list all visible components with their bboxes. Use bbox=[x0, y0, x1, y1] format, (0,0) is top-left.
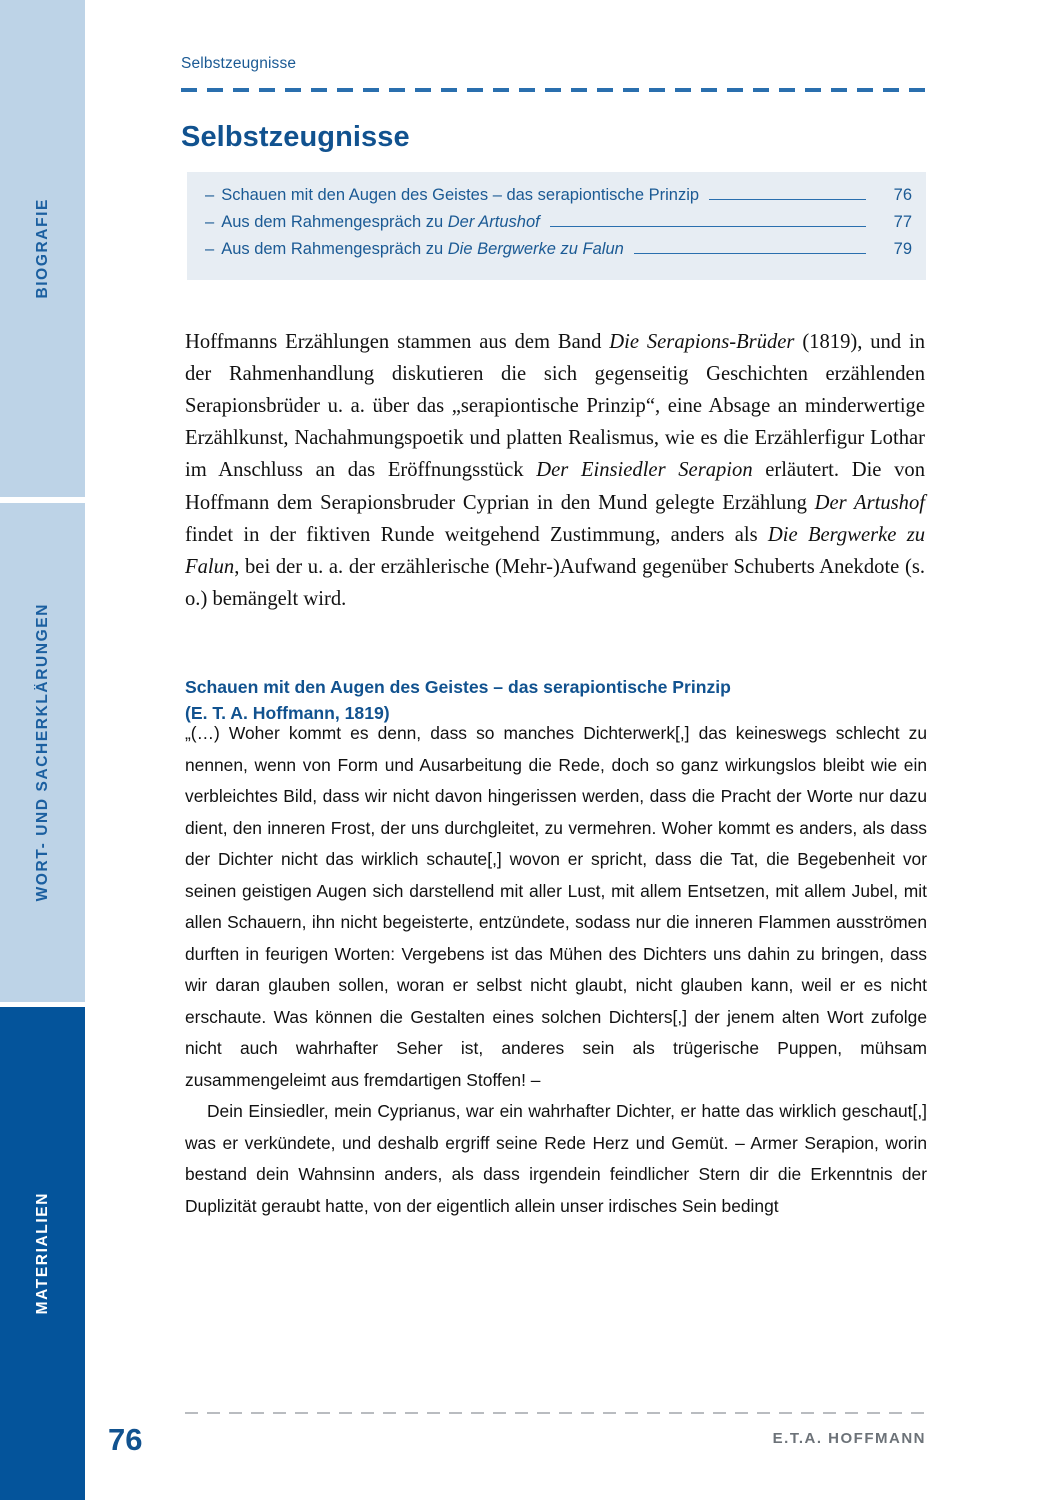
footer-dashed-rule bbox=[185, 1412, 927, 1414]
table-of-contents-box bbox=[187, 172, 926, 280]
header-dashed-rule bbox=[181, 88, 926, 92]
quotation-block bbox=[185, 718, 927, 1222]
toc-leader-line bbox=[709, 199, 866, 200]
toc-leader-line bbox=[634, 253, 866, 254]
toc-page-number: 76 bbox=[893, 186, 912, 204]
sidebar-tab-biografie[interactable] bbox=[0, 0, 85, 497]
intro-paragraph: Hoffmanns Erzählungen stammen aus dem Band Die Serapions-Brüder (1819), und in der Rahmenhandlung diskutieren die sich gegenseitig Geschichten erzählenden Serapionsbrüder u. a. über das „serapiontische Prinzip“, eine Absage an minderwertige Erzählkunst, Nachahmungspoetik und platten Realismus, wie es die Erzählerfigur Lothar im Anschluss an das Eröffnungsstück Der Einsiedler Serapion erläutert. Die von Hoffmann dem Serapionsbruder Cyprian in den Mund gelegte Erzählung Der Artushof findet in der fiktiven Runde weitgehend Zustimmung, anders als Die Bergwerke zu Falun, bei der u. a. der erzählerische (Mehr-)Aufwand gegenüber Schuberts Anekdote (s. o.) bemängelt wird. bbox=[185, 330, 926, 611]
sidebar-tab-label: WORT- UND SACHERKLÄRUNGEN bbox=[33, 603, 51, 902]
sidebar-tab-wort-und-sacherklaerungen[interactable] bbox=[0, 503, 85, 1002]
toc-entry-title: Aus dem Rahmengespräch zu Die Bergwerke zu Falun bbox=[221, 240, 624, 258]
quote-paragraph: Dein Einsiedler, mein Cyprianus, war ein wahrhafter Dichter, er hatte das wirklich geschaut[,] was er verkündete, und deshalb ergriff seine Rede Herz und Gemüt. – Armer Serapion, worin bestand dein Wahnsinn anders, als dass irgendein feindlicher Stern dir die Erkenntnis der Duplizität geraubt hatte, von der eigentlich allein unser irdisches Sein bedingt bbox=[185, 1101, 927, 1216]
toc-entry-title: Aus dem Rahmengespräch zu Der Artushof bbox=[221, 213, 540, 231]
toc-entry[interactable] bbox=[205, 213, 912, 240]
toc-entry-title: Schauen mit den Augen des Geistes – das serapiontische Prinzip bbox=[221, 186, 700, 204]
page-title: Selbstzeugnisse bbox=[181, 121, 410, 154]
page-content bbox=[85, 0, 1057, 1500]
running-head: Selbstzeugnisse bbox=[181, 55, 297, 72]
toc-dash: – bbox=[205, 213, 215, 231]
quote-paragraph: „(…) Woher kommt es denn, dass so manches Dichterwerk[,] das keineswegs schlecht zu nennen, wenn von Form und Ausarbeitung die Rede, doch so ganz wirkungslos bleibt wie ein verbleichtes Bild, dass wir nicht davon hingerissen werden, dass die Pracht der Worte nur dazu dient, den inneren Frost, der uns durchgleitet, zu vermehren. Woher kommt es anders, als dass der Dichter nicht das wirklich schaute[,] wovon er spricht, dass die Tat, die Begebenheit vor seinen geistigen Augen sich darstellend mit aller Lust, mit allem Entsetzen, mit allem Jubel, mit allen Schauern, ihn nicht begeisterte, entzündete, sodass nur die inneren Flammen ausströmen durften in feurigen Worten: Vergebens ist das Mühen des Dichters uns dahin zu bringen, dass wir daran glauben sollen, woran er selbst nicht glaubt, nicht glauben kann, weil er es nicht erschaute. Was können die Gestalten eines solchen Dichters[,] der jenem alten Wort zufolge nicht auch wahrhafter Seher ist, anderes sein als trügerische Puppen, mühsam zusammengeleimt aus fremdartigen Stoffen! – bbox=[185, 723, 927, 1090]
toc-entry[interactable] bbox=[205, 240, 912, 267]
sidebar-tab-label: MATERIALIEN bbox=[33, 1192, 51, 1315]
page-number-folio: 76 bbox=[108, 1422, 143, 1457]
footer-book-title: E.T.A. HOFFMANN bbox=[772, 1430, 926, 1447]
section-heading-line-2: (E. T. A. Hoffmann, 1819) bbox=[185, 702, 390, 723]
sidebar-tab-rail bbox=[0, 0, 85, 1500]
toc-dash: – bbox=[205, 240, 215, 258]
section-heading-line-1: Schauen mit den Augen des Geistes – das serapiontische Prinzip bbox=[185, 676, 731, 697]
toc-page-number: 77 bbox=[893, 213, 912, 231]
toc-dash: – bbox=[205, 186, 215, 204]
toc-entry[interactable] bbox=[205, 186, 912, 213]
sidebar-tab-materialien[interactable] bbox=[0, 1007, 85, 1500]
toc-leader-line bbox=[550, 226, 866, 227]
sidebar-tab-label: BIOGRAFIE bbox=[33, 198, 51, 299]
toc-page-number: 79 bbox=[893, 240, 912, 258]
